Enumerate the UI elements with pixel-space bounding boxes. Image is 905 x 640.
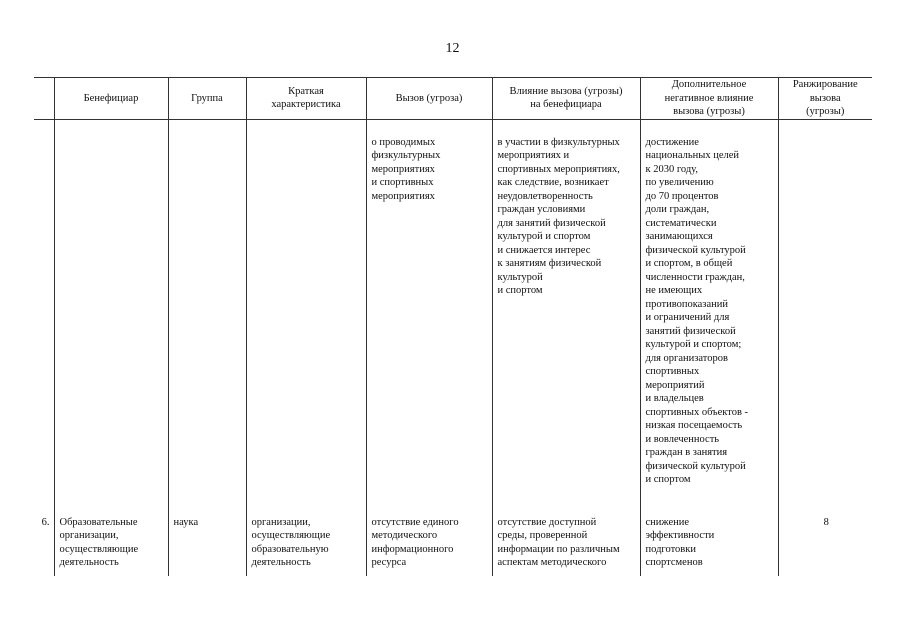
header-group: Группа [168,78,246,120]
cell-line: и вовлеченность [645,433,720,445]
cell-line: физической культурой [645,244,746,256]
cell-line: и снижается интерес [497,244,591,256]
table-header-row [34,78,872,120]
cell-group [168,494,246,576]
cell-line: осуществляющие [251,530,331,541]
cell-line: подготовки [645,543,696,555]
cell-line: доли граждан, [645,204,710,215]
cell-ranking: 8 [778,494,872,576]
cell-line: к занятиям физической [497,258,602,269]
cell-short-description [246,494,366,576]
cell-line: и спортом [645,474,691,485]
cell-line: к 2030 году, [645,163,699,175]
cell-line: спортивных объектов - [645,406,749,418]
cell-line: мероприятиях [371,190,435,202]
table-row [34,119,872,494]
cell-additional [640,119,778,494]
cell-line: мероприятиях и [497,150,570,161]
cell-challenge [366,119,492,494]
cell-line: физкультурных [371,150,441,161]
cell-line: организации, [251,516,311,528]
cell-line: о проводимых [371,136,436,148]
cell-line: физической культурой [645,460,746,472]
cell-line: в участии в физкультурных [497,136,620,148]
cell-line: по увеличению [645,177,714,188]
cell-line: информационного [371,543,454,555]
cell-line: культурой [497,271,543,283]
cell-line: спортивных мероприятиях, [497,163,620,175]
cell-line: как следствие, возникает [497,177,609,188]
cell-line: и владельцев [645,393,704,404]
cell-line: не имеющих [645,285,703,296]
cell-line: методического [371,530,438,541]
cell-line: занятий физической [645,325,736,337]
cell-line: среды, проверенной [497,530,588,541]
cell-additional [640,494,778,576]
cell-line: снижение [645,516,690,528]
cell-line: и спортивных [371,177,434,188]
cell-line: наука [173,516,199,528]
cell-line: аспектам методического [497,557,607,568]
cell-line: ресурса [371,557,407,568]
cell-line: деятельность [59,557,119,568]
cell-line: спортивных [645,366,700,377]
cell-line: отсутствие единого [371,516,459,528]
cell-num: 6. [41,516,50,528]
beneficiary-table [34,77,872,576]
header-short-description: Краткая характеристика [246,78,366,120]
cell-impact [492,494,640,576]
header-impact: Влияние вызова (угрозы) на бенефициара [492,78,640,120]
cell-line: граждан условиями [497,204,586,215]
cell-line: противопоказаний [645,298,728,310]
cell-num [34,119,54,494]
cell-line: организации, [59,530,119,541]
cell-ranking [778,119,872,494]
cell-line: численности граждан, [645,271,745,283]
cell-line: занимающихся [645,231,713,242]
cell-line: и спортом [497,285,543,296]
cell-line: до 70 процентов [645,190,719,202]
cell-line: граждан в занятия [645,447,728,458]
cell-impact [492,119,640,494]
cell-line: информации по различным [497,543,620,555]
cell-line: национальных целей [645,150,740,161]
cell-beneficiary [54,494,168,576]
cell-line: культурой и спортом [497,231,591,242]
cell-line: систематически [645,217,717,229]
cell-line: и спортом, в общей [645,258,733,269]
cell-line: деятельность [251,557,311,568]
cell-line: неудовлетворенность [497,190,593,202]
cell-line: мероприятий [645,379,705,391]
cell-line: Образовательные [59,516,138,528]
cell-line: и ограничений для [645,312,730,323]
cell-beneficiary [54,119,168,494]
cell-challenge [366,494,492,576]
cell-line: низкая посещаемость [645,420,743,431]
cell-short-description [246,119,366,494]
cell-line: мероприятиях [371,163,435,175]
cell-line: спортсменов [645,557,703,568]
cell-line: образовательную [251,543,329,555]
header-challenge: Вызов (угроза) [366,78,492,120]
table-row [34,494,872,576]
cell-line: культурой и спортом; [645,339,742,350]
header-additional: Дополнительное негативное влияние вызова (угрозы) [640,78,778,120]
cell-group [168,119,246,494]
cell-line: достижение [645,136,699,148]
header-num [34,78,54,120]
header-beneficiary: Бенефициар [54,78,168,120]
cell-line: для занятий физической [497,217,606,229]
cell-line: для организаторов [645,352,728,364]
cell-line: эффективности [645,530,715,541]
page-number: 12 [445,41,460,56]
cell-line: осуществляющие [59,543,139,555]
header-ranking: Ранжирование вызова (угрозы) [778,78,872,120]
cell-line: отсутствие доступной [497,516,597,528]
